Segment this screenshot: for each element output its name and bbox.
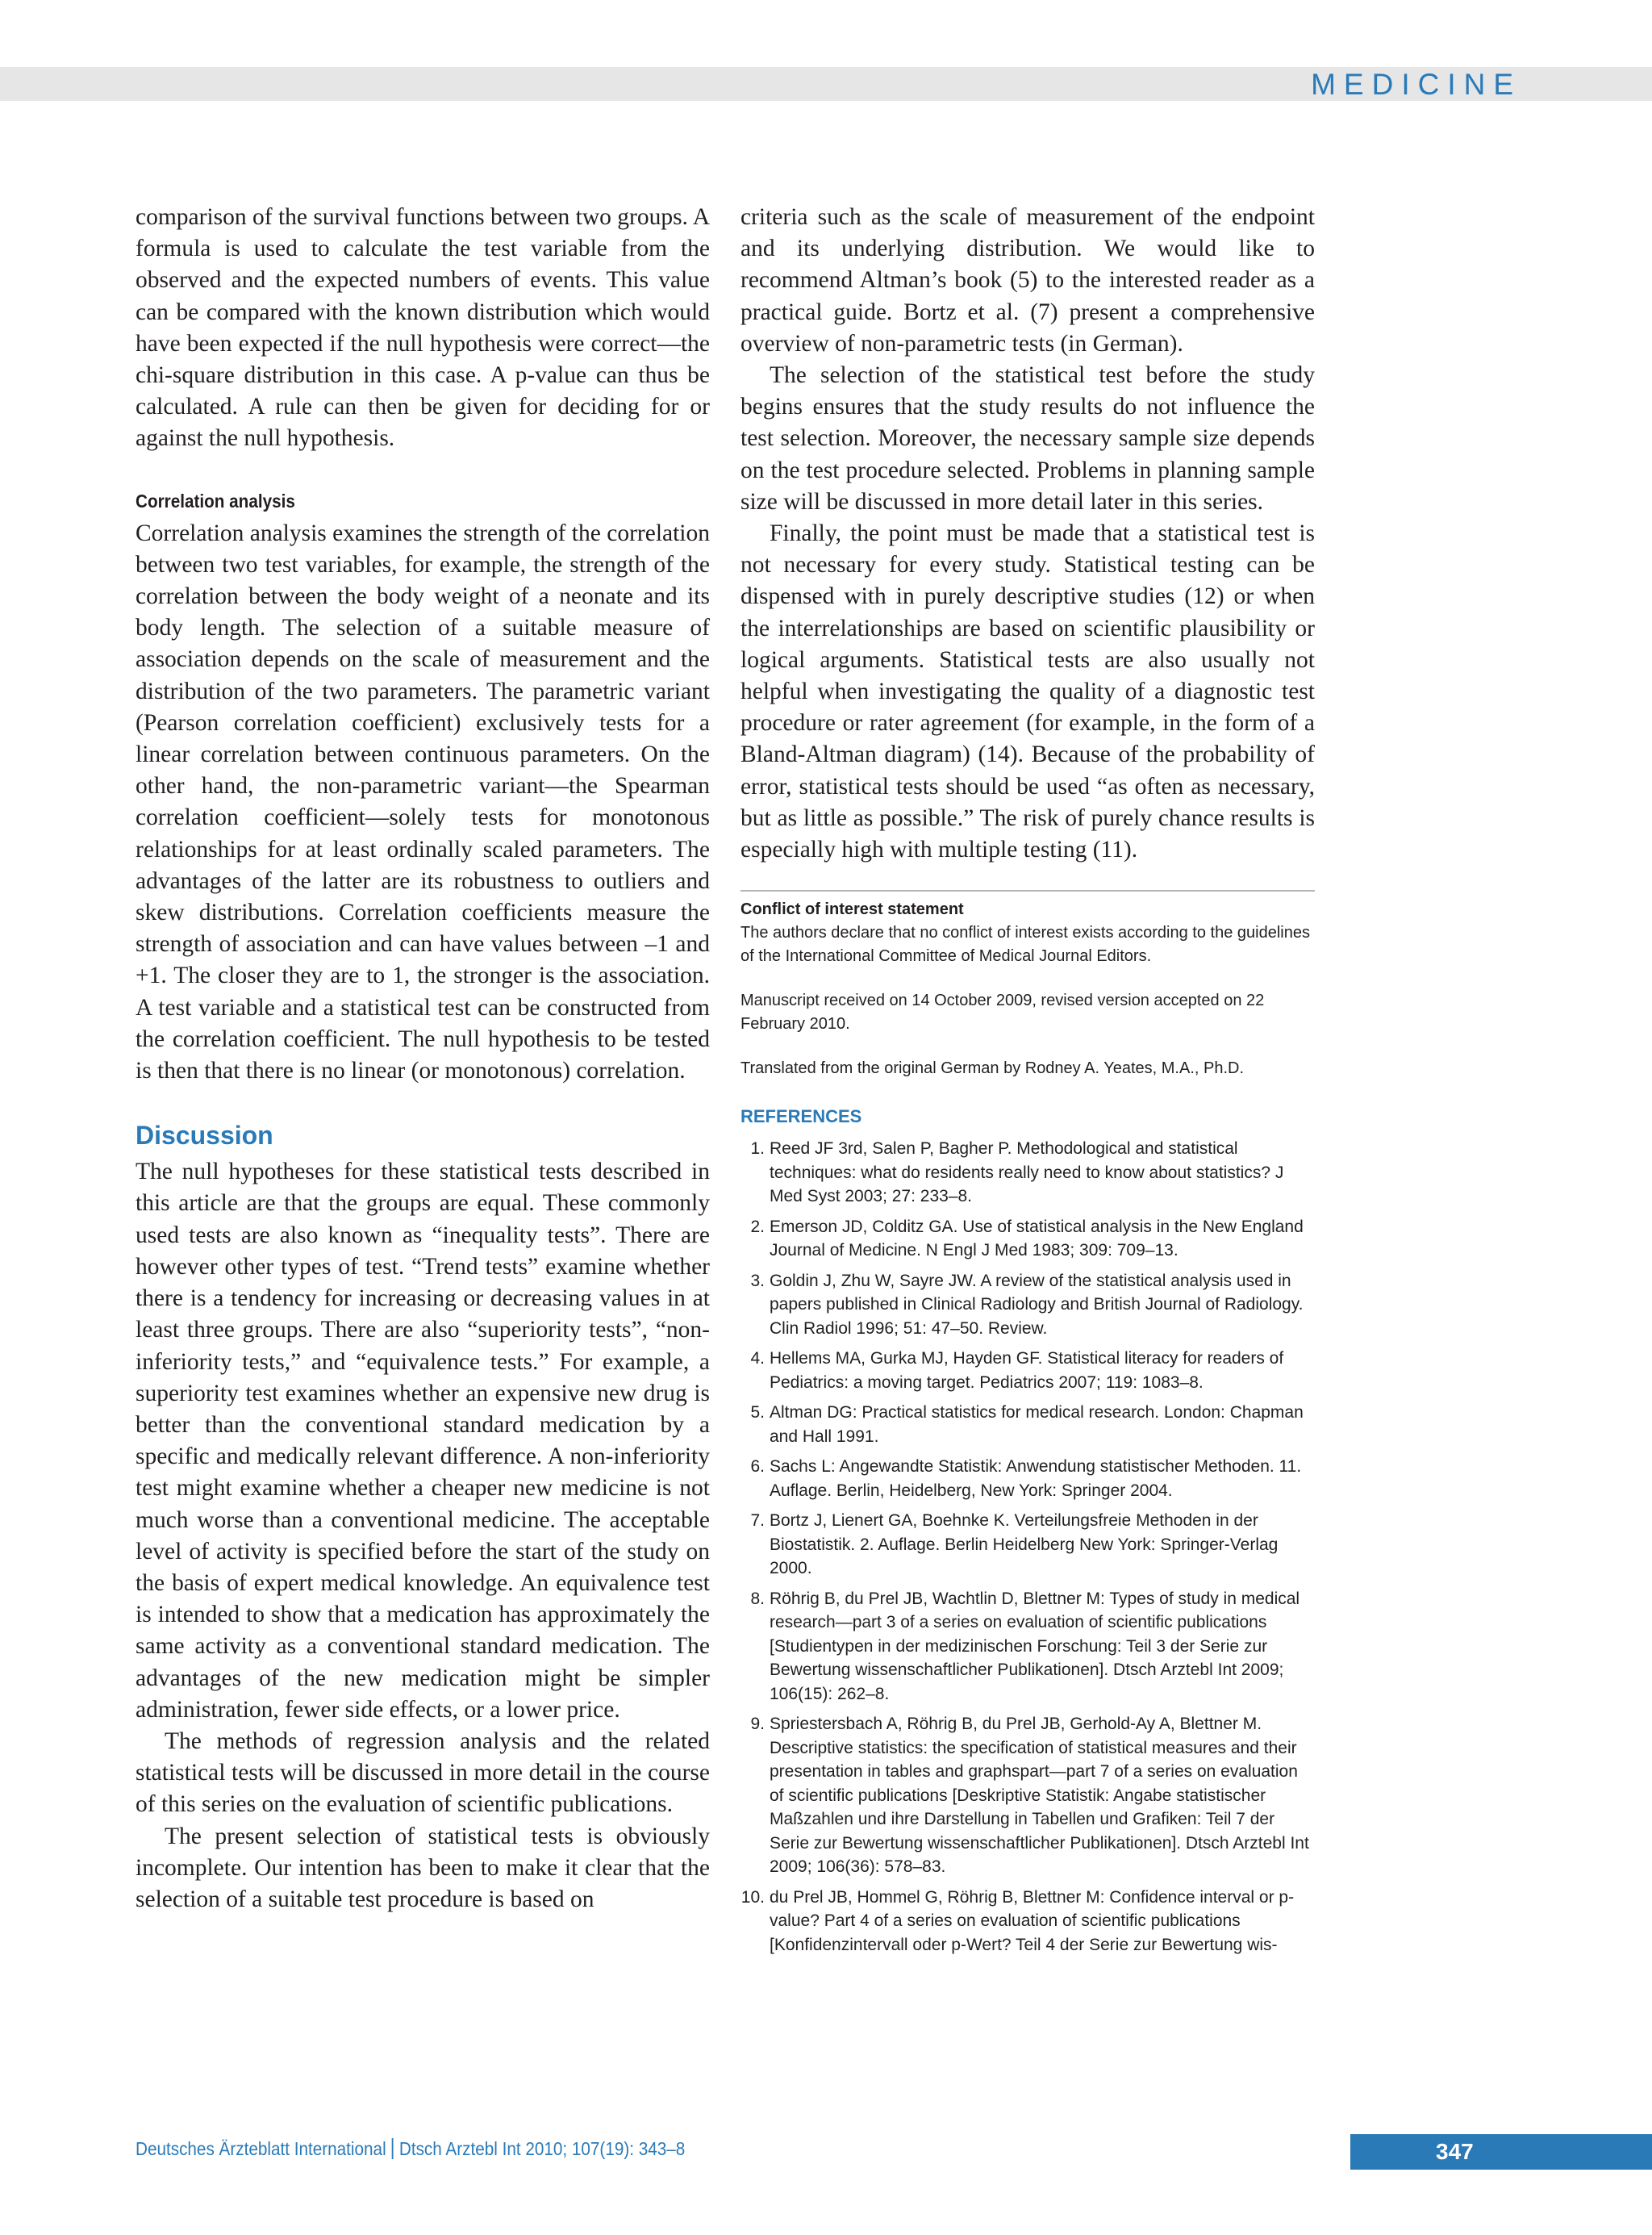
reference-item [740, 1587, 1315, 1707]
reference-item [740, 1347, 1315, 1394]
page-number-box [1350, 2134, 1652, 2170]
translation-note: Translated from the original German by Rodney A. Yeates, M.A., Ph.D. [740, 1059, 1245, 1078]
reference-number: 10. [740, 1887, 765, 1907]
reference-text: Goldin J, Zhu W, Sayre JW. A review of the statistical analysis used in papers published in Clinical Radiology and British Journal of Radiology. Clin Radiol 1996; 51: 47–50. Review. [770, 1271, 1304, 1338]
divider [740, 890, 1315, 892]
footer-journal-citation [136, 2137, 685, 2161]
reference-number: 7. [750, 1511, 765, 1531]
references-list [740, 1137, 1315, 1957]
reference-number: 2. [750, 1217, 765, 1236]
subheading-correlation: Correlation analysis [136, 490, 295, 512]
body-paragraph: comparison of the survival functions between two groups. A formula is used to calculate the test variable from the observed and the expected numbers of events. This value can be compared with the known distribution which would have been expected if the null hypothesis were correct—the chi-square distribution in this case. A p-value can thus be calculated. A rule can then be given for deciding for or against the null hypothesis. [136, 204, 710, 452]
journal-name: Deutsches Ärzteblatt International [136, 2138, 386, 2159]
reference-text: Hellems MA, Gurka MJ, Hayden GF. Statistical literacy for readers of Pediatrics: a moving target. Pediatrics 2007; 119: 1083–8. [770, 1349, 1284, 1392]
reference-number: 8. [750, 1589, 765, 1608]
body-paragraph: The present selection of statistical tests is obviously incomplete. Our intention has been to make it clear that the selection of a suitable test procedure is based on [136, 1823, 710, 1912]
left-column [136, 202, 710, 1915]
conflict-heading: Conflict of interest statement [740, 900, 964, 919]
body-paragraph: Finally, the point must be made that a statistical test is not necessary for every study. Statistical testing can be dispensed with in purely descriptive studies (12) or when the interrelationships are based on scientific plausibility or logical arguments. Statistical tests are also usually not helpful when investigating the quality of a diagnostic test procedure or rater agreement (for example, in the form of a Bland-Altman diagram) (14). Because of the probability of error, statistical tests should be used “as often as necessary, but as little as possible.” The risk of purely chance results is especially high with multiple testing (11). [740, 520, 1315, 863]
reference-number: 6. [750, 1457, 765, 1477]
reference-item [740, 1712, 1315, 1879]
reference-text: Bortz J, Lienert GA, Boehnke K. Verteilungsfreie Methoden in der Biostatistik. 2. Auflage. Berlin Heidelberg New York: Springer-Verlag 2000. [770, 1511, 1279, 1578]
reference-item [740, 1137, 1315, 1209]
reference-number: 9. [750, 1715, 765, 1734]
reference-text: Röhrig B, du Prel JB, Wachtlin D, Blettner M: Types of study in medical research—part 3 of a series on evaluation of scientific publications [Studientypen in der medizinischen Forschung: Teil 3 der Serie zur Bewertung wissenschaftlicher Publikationen]. Dtsch Arztebl Int 2009; 106(15): 262–8. [770, 1589, 1300, 1703]
reference-item [740, 1269, 1315, 1341]
reference-text: Emerson JD, Colditz GA. Use of statistical analysis in the New England Journal of Medicine. N Engl J Med 1983; 309: 709–13. [770, 1217, 1304, 1260]
reference-text: Sachs L: Angewandte Statistik: Anwendung statistischer Methoden. 11. Auflage. Berlin, Heidelberg, New York: Springer 2004. [770, 1457, 1302, 1500]
reference-text: Reed JF 3rd, Salen P, Bagher P. Methodological and statistical techniques: what do residents really need to know about statistics? J Med Syst 2003; 27: 233–8. [770, 1139, 1284, 1206]
reference-item [740, 1886, 1315, 1957]
reference-number: 5. [750, 1403, 765, 1422]
reference-item [740, 1509, 1315, 1581]
body-paragraph: The null hypotheses for these statistical tests described in this article are that the groups are equal. These commonly used tests are also known as “inequality tests”. There are however other types of test. “Trend tests” examine whether there is a tendency for increasing or decreasing values in at least three groups. There are also “superiority tests”, “non-inferiority tests,” and “equivalence tests.” For example, a superiority test examines whether an expensive new drug is better than the conventional standard medication by a specific and medically relevant difference. A non-inferiority test might examine whether a cheaper new medicine is not much worse than a conventional medicine. The acceptable level of activity is specified before the start of the study on the basis of expert medical knowledge. An equivalence test is intended to show that a medication has approximately the same activity as a conventional standard medication. The advantages of the new medication might be simpler administration, fewer side effects, or a lower price. [136, 1159, 710, 1723]
reference-number: 1. [750, 1139, 765, 1159]
body-paragraph: The selection of the statistical test before the study begins ensures that the study results do not influence the test selection. Moreover, the necessary sample size depends on the test procedure selected. Problems in planning sample size will be discussed in more detail later in this series. [740, 362, 1315, 515]
body-paragraph: criteria such as the scale of measurement of the endpoint and its underlying distribution. We would like to recommend Altman’s book (5) to the interested reader as a practical guide. Bortz et al. (7) present a comprehensive overview of non-parametric tests (in German). [740, 204, 1315, 357]
citation: Dtsch Arztebl Int 2010; 107(19): 343–8 [398, 2138, 686, 2159]
reference-item [740, 1455, 1315, 1502]
reference-number: 4. [750, 1349, 765, 1368]
manuscript-dates: Manuscript received on 14 October 2009, revised version accepted on 22 February 2010. [740, 992, 1265, 1034]
right-column [740, 202, 1315, 1963]
body-paragraph: Correlation analysis examines the strength of the correlation between two test variables, for example, the strength of the correlation between the body weight of a neonate and its body length. The selection of a suitable measure of association depends on the scale of measurement and the distribution of the two parameters. The parametric variant (Pearson correlation coefficient) exclusively tests for a linear correlation between continuous parameters. On the other hand, the non-parametric variant—the Spearman correlation coefficient—solely tests for monotonous relationships for at least ordinally scaled parameters. The advantages of the latter are its robustness to outliers and skew distributions. Correlation coefficients measure the strength of association and can have values between –1 and +1. The closer they are to 1, the stronger is the association. A test variable and a statistical test can be constructed from the correlation coefficient. The null hypothesis to be tested is then that there is no linear (or monotonous) correlation. [136, 520, 710, 1084]
footer-separator [392, 2138, 394, 2159]
reference-item [740, 1215, 1315, 1263]
reference-item [740, 1401, 1315, 1448]
reference-text: du Prel JB, Hommel G, Röhrig B, Blettner M: Confidence interval or p-value? Part 4 of a series on evaluation of scientific publications [Konfidenzintervall oder p-Wert? Teil 4 der Serie zur Bewertung wis- [770, 1887, 1295, 1954]
reference-text: Altman DG: Practical statistics for medical research. London: Chapman and Hall 1991. [770, 1403, 1304, 1446]
reference-text: Spriestersbach A, Röhrig B, du Prel JB, Gerhold-Ay A, Blettner M. Descriptive statistics: the specification of statistical measures and their presentation in tables and graphspart—part 7 of a series on evaluation of scientific publications [Deskriptive Statistik: Angabe statistischer Maßzahlen und ihre Darstellung in Tabellen und Grafiken: Teil 7 der Serie zur Bewertung wissenschaftlicher Publikationen]. Dtsch Arztebl Int 2009; 106(36): 578–83. [770, 1715, 1309, 1877]
conflict-statement: The authors declare that no conflict of interest exists according to the guidelines of the International Committee of Medical Journal Editors. [740, 924, 1310, 966]
references-heading: REFERENCES [740, 1106, 862, 1127]
section-label: MEDICINE [1311, 68, 1521, 101]
reference-number: 3. [750, 1271, 765, 1290]
section-heading-discussion: Discussion [136, 1121, 273, 1151]
page-number: 347 [1436, 2139, 1474, 2164]
body-paragraph: The methods of regression analysis and the related statistical tests will be discussed in more detail in the course of this series on the evaluation of scientific publications. [136, 1727, 710, 1818]
